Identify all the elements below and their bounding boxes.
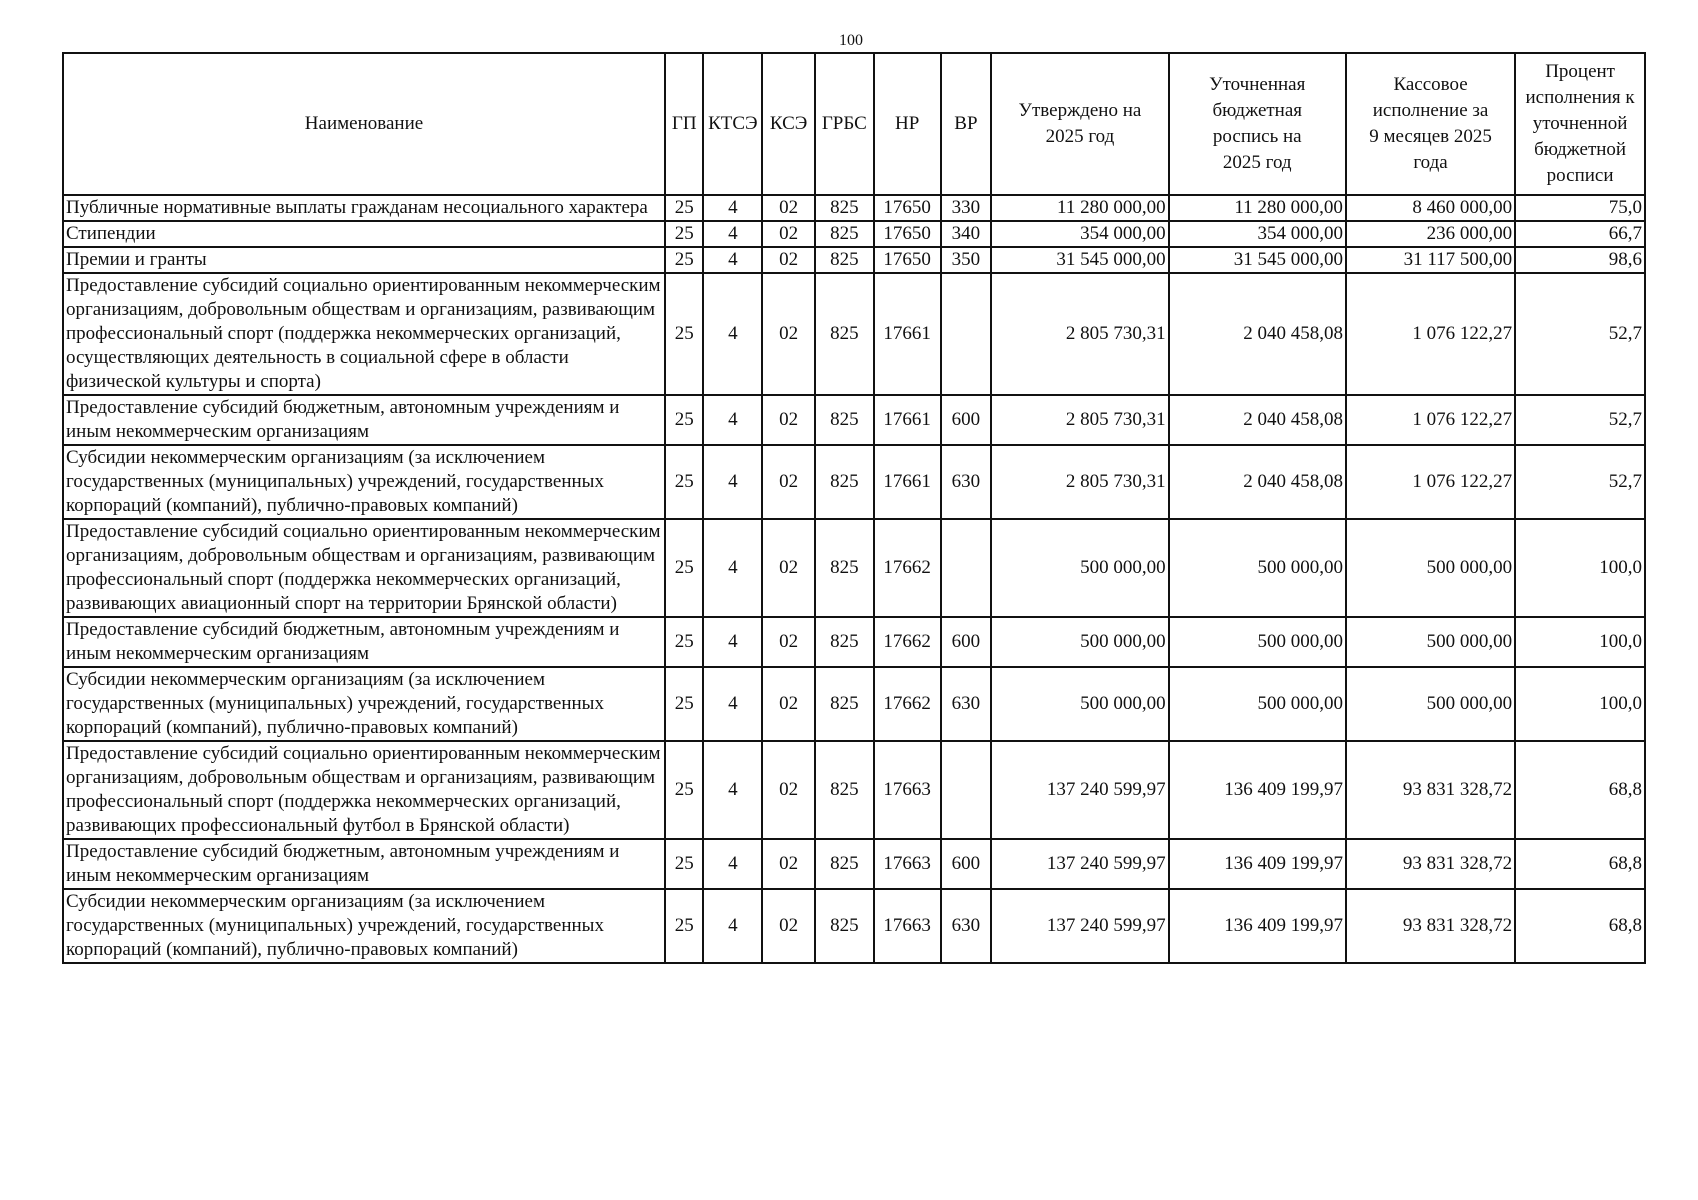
cell-name: Премии и гранты xyxy=(63,247,665,273)
cell-kse: 02 xyxy=(762,247,815,273)
cell-approved: 2 805 730,31 xyxy=(991,273,1168,395)
header-name: Наименование xyxy=(63,53,665,195)
header-ktse: КТСЭ xyxy=(703,53,762,195)
cell-kse: 02 xyxy=(762,667,815,741)
cell-refined: 2 040 458,08 xyxy=(1169,395,1346,445)
cell-vr: 630 xyxy=(941,889,992,963)
cell-gp: 25 xyxy=(665,519,704,617)
cell-cash: 500 000,00 xyxy=(1346,667,1515,741)
cell-vr xyxy=(941,273,992,395)
cell-percent: 98,6 xyxy=(1515,247,1645,273)
cell-refined: 136 409 199,97 xyxy=(1169,889,1346,963)
cell-name: Стипендии xyxy=(63,221,665,247)
header-vr: ВР xyxy=(941,53,992,195)
cell-nr: 17661 xyxy=(874,445,941,519)
cell-refined: 31 545 000,00 xyxy=(1169,247,1346,273)
cell-refined: 500 000,00 xyxy=(1169,617,1346,667)
cell-cash: 93 831 328,72 xyxy=(1346,741,1515,839)
cell-percent: 52,7 xyxy=(1515,273,1645,395)
cell-approved: 137 240 599,97 xyxy=(991,889,1168,963)
cell-approved: 137 240 599,97 xyxy=(991,741,1168,839)
cell-ktse: 4 xyxy=(703,395,762,445)
cell-percent: 100,0 xyxy=(1515,519,1645,617)
cell-gp: 25 xyxy=(665,667,704,741)
table-row xyxy=(63,247,1645,273)
cell-grbs: 825 xyxy=(815,445,874,519)
table-row xyxy=(63,195,1645,221)
cell-percent: 68,8 xyxy=(1515,741,1645,839)
cell-grbs: 825 xyxy=(815,617,874,667)
cell-nr: 17650 xyxy=(874,195,941,221)
cell-name: Предоставление субсидий бюджетным, автономным учреждениям и иным некоммерческим организациям xyxy=(63,839,665,889)
cell-cash: 8 460 000,00 xyxy=(1346,195,1515,221)
cell-kse: 02 xyxy=(762,519,815,617)
cell-refined: 354 000,00 xyxy=(1169,221,1346,247)
cell-cash: 31 117 500,00 xyxy=(1346,247,1515,273)
header-grbs: ГРБС xyxy=(815,53,874,195)
cell-kse: 02 xyxy=(762,221,815,247)
cell-kse: 02 xyxy=(762,273,815,395)
cell-percent: 52,7 xyxy=(1515,445,1645,519)
cell-ktse: 4 xyxy=(703,741,762,839)
cell-vr: 350 xyxy=(941,247,992,273)
cell-grbs: 825 xyxy=(815,247,874,273)
cell-kse: 02 xyxy=(762,741,815,839)
cell-kse: 02 xyxy=(762,617,815,667)
cell-approved: 31 545 000,00 xyxy=(991,247,1168,273)
cell-grbs: 825 xyxy=(815,839,874,889)
cell-cash: 236 000,00 xyxy=(1346,221,1515,247)
header-percent: Процент исполнения к уточненной бюджетной росписи xyxy=(1515,53,1645,195)
cell-percent: 75,0 xyxy=(1515,195,1645,221)
cell-nr: 17650 xyxy=(874,221,941,247)
page-number: 100 xyxy=(839,32,863,49)
cell-nr: 17650 xyxy=(874,247,941,273)
cell-percent: 100,0 xyxy=(1515,667,1645,741)
cell-ktse: 4 xyxy=(703,667,762,741)
cell-refined: 2 040 458,08 xyxy=(1169,273,1346,395)
cell-nr: 17662 xyxy=(874,617,941,667)
cell-ktse: 4 xyxy=(703,247,762,273)
cell-percent: 68,8 xyxy=(1515,889,1645,963)
cell-ktse: 4 xyxy=(703,221,762,247)
cell-percent: 66,7 xyxy=(1515,221,1645,247)
table-header-row xyxy=(63,53,1645,195)
cell-kse: 02 xyxy=(762,195,815,221)
cell-name: Публичные нормативные выплаты гражданам несоциального характера xyxy=(63,195,665,221)
cell-cash: 1 076 122,27 xyxy=(1346,273,1515,395)
cell-gp: 25 xyxy=(665,839,704,889)
cell-name: Субсидии некоммерческим организациям (за исключением государственных (муниципальных) учреждений, государственных корпораций (компаний), публично-правовых компаний) xyxy=(63,445,665,519)
cell-refined: 2 040 458,08 xyxy=(1169,445,1346,519)
cell-cash: 1 076 122,27 xyxy=(1346,445,1515,519)
cell-grbs: 825 xyxy=(815,519,874,617)
table-row xyxy=(63,273,1645,395)
table-row xyxy=(63,741,1645,839)
cell-gp: 25 xyxy=(665,889,704,963)
cell-approved: 2 805 730,31 xyxy=(991,395,1168,445)
cell-ktse: 4 xyxy=(703,519,762,617)
cell-grbs: 825 xyxy=(815,667,874,741)
cell-cash: 93 831 328,72 xyxy=(1346,839,1515,889)
table-row xyxy=(63,445,1645,519)
cell-name: Субсидии некоммерческим организациям (за исключением государственных (муниципальных) учреждений, государственных корпораций (компаний), публично-правовых компаний) xyxy=(63,667,665,741)
cell-approved: 354 000,00 xyxy=(991,221,1168,247)
table-row xyxy=(63,221,1645,247)
cell-refined: 500 000,00 xyxy=(1169,519,1346,617)
cell-vr: 630 xyxy=(941,667,992,741)
cell-ktse: 4 xyxy=(703,839,762,889)
cell-gp: 25 xyxy=(665,617,704,667)
cell-refined: 11 280 000,00 xyxy=(1169,195,1346,221)
table-row xyxy=(63,667,1645,741)
cell-nr: 17662 xyxy=(874,667,941,741)
cell-vr: 330 xyxy=(941,195,992,221)
header-cash: Кассовое исполнение за 9 месяцев 2025 года xyxy=(1346,53,1515,195)
cell-percent: 100,0 xyxy=(1515,617,1645,667)
cell-nr: 17663 xyxy=(874,839,941,889)
cell-nr: 17663 xyxy=(874,889,941,963)
cell-approved: 500 000,00 xyxy=(991,667,1168,741)
cell-approved: 11 280 000,00 xyxy=(991,195,1168,221)
cell-ktse: 4 xyxy=(703,273,762,395)
cell-ktse: 4 xyxy=(703,445,762,519)
cell-approved: 500 000,00 xyxy=(991,617,1168,667)
table-row xyxy=(63,395,1645,445)
cell-grbs: 825 xyxy=(815,221,874,247)
cell-vr: 600 xyxy=(941,617,992,667)
cell-grbs: 825 xyxy=(815,273,874,395)
cell-refined: 136 409 199,97 xyxy=(1169,741,1346,839)
cell-nr: 17662 xyxy=(874,519,941,617)
cell-vr: 340 xyxy=(941,221,992,247)
cell-kse: 02 xyxy=(762,445,815,519)
cell-approved: 2 805 730,31 xyxy=(991,445,1168,519)
cell-name: Предоставление субсидий социально ориентированным некоммерческим организациям, добровольным обществам и организациям, развивающим профессиональный спорт (поддержка некоммерческих организаций, осуществляющих деятельность в социальной сфере в области физической культуры и спорта) xyxy=(63,273,665,395)
cell-cash: 93 831 328,72 xyxy=(1346,889,1515,963)
cell-nr: 17661 xyxy=(874,273,941,395)
cell-kse: 02 xyxy=(762,395,815,445)
cell-percent: 52,7 xyxy=(1515,395,1645,445)
cell-gp: 25 xyxy=(665,247,704,273)
cell-kse: 02 xyxy=(762,889,815,963)
cell-vr: 600 xyxy=(941,839,992,889)
cell-gp: 25 xyxy=(665,221,704,247)
cell-name: Предоставление субсидий бюджетным, автономным учреждениям и иным некоммерческим организациям xyxy=(63,617,665,667)
cell-gp: 25 xyxy=(665,741,704,839)
cell-ktse: 4 xyxy=(703,617,762,667)
cell-vr xyxy=(941,519,992,617)
cell-nr: 17661 xyxy=(874,395,941,445)
header-approved: Утверждено на 2025 год xyxy=(991,53,1168,195)
table-row xyxy=(63,839,1645,889)
cell-percent: 68,8 xyxy=(1515,839,1645,889)
header-gp: ГП xyxy=(665,53,704,195)
cell-approved: 500 000,00 xyxy=(991,519,1168,617)
table-row xyxy=(63,519,1645,617)
cell-name: Предоставление субсидий социально ориентированным некоммерческим организациям, добровольным обществам и организациям, развивающим профессиональный спорт (поддержка некоммерческих организаций, развивающих авиационный спорт на территории Брянской области) xyxy=(63,519,665,617)
header-refined: Уточненная бюджетная роспись на 2025 год xyxy=(1169,53,1346,195)
header-nr: НР xyxy=(874,53,941,195)
cell-grbs: 825 xyxy=(815,889,874,963)
table-row xyxy=(63,617,1645,667)
cell-gp: 25 xyxy=(665,195,704,221)
cell-name: Субсидии некоммерческим организациям (за исключением государственных (муниципальных) учреждений, государственных корпораций (компаний), публично-правовых компаний) xyxy=(63,889,665,963)
cell-cash: 500 000,00 xyxy=(1346,519,1515,617)
budget-execution-table xyxy=(62,52,1646,964)
cell-cash: 1 076 122,27 xyxy=(1346,395,1515,445)
cell-vr: 630 xyxy=(941,445,992,519)
cell-refined: 136 409 199,97 xyxy=(1169,839,1346,889)
cell-ktse: 4 xyxy=(703,889,762,963)
cell-cash: 500 000,00 xyxy=(1346,617,1515,667)
cell-kse: 02 xyxy=(762,839,815,889)
cell-name: Предоставление субсидий социально ориентированным некоммерческим организациям, добровольным обществам и организациям, развивающим профессиональный спорт (поддержка некоммерческих организаций, развивающих профессиональный футбол в Брянской области) xyxy=(63,741,665,839)
cell-grbs: 825 xyxy=(815,741,874,839)
cell-gp: 25 xyxy=(665,273,704,395)
cell-ktse: 4 xyxy=(703,195,762,221)
cell-grbs: 825 xyxy=(815,395,874,445)
cell-nr: 17663 xyxy=(874,741,941,839)
cell-vr xyxy=(941,741,992,839)
cell-gp: 25 xyxy=(665,445,704,519)
cell-approved: 137 240 599,97 xyxy=(991,839,1168,889)
cell-gp: 25 xyxy=(665,395,704,445)
cell-name: Предоставление субсидий бюджетным, автономным учреждениям и иным некоммерческим организациям xyxy=(63,395,665,445)
cell-vr: 600 xyxy=(941,395,992,445)
table-row xyxy=(63,889,1645,963)
cell-refined: 500 000,00 xyxy=(1169,667,1346,741)
cell-grbs: 825 xyxy=(815,195,874,221)
header-kse: КСЭ xyxy=(762,53,815,195)
